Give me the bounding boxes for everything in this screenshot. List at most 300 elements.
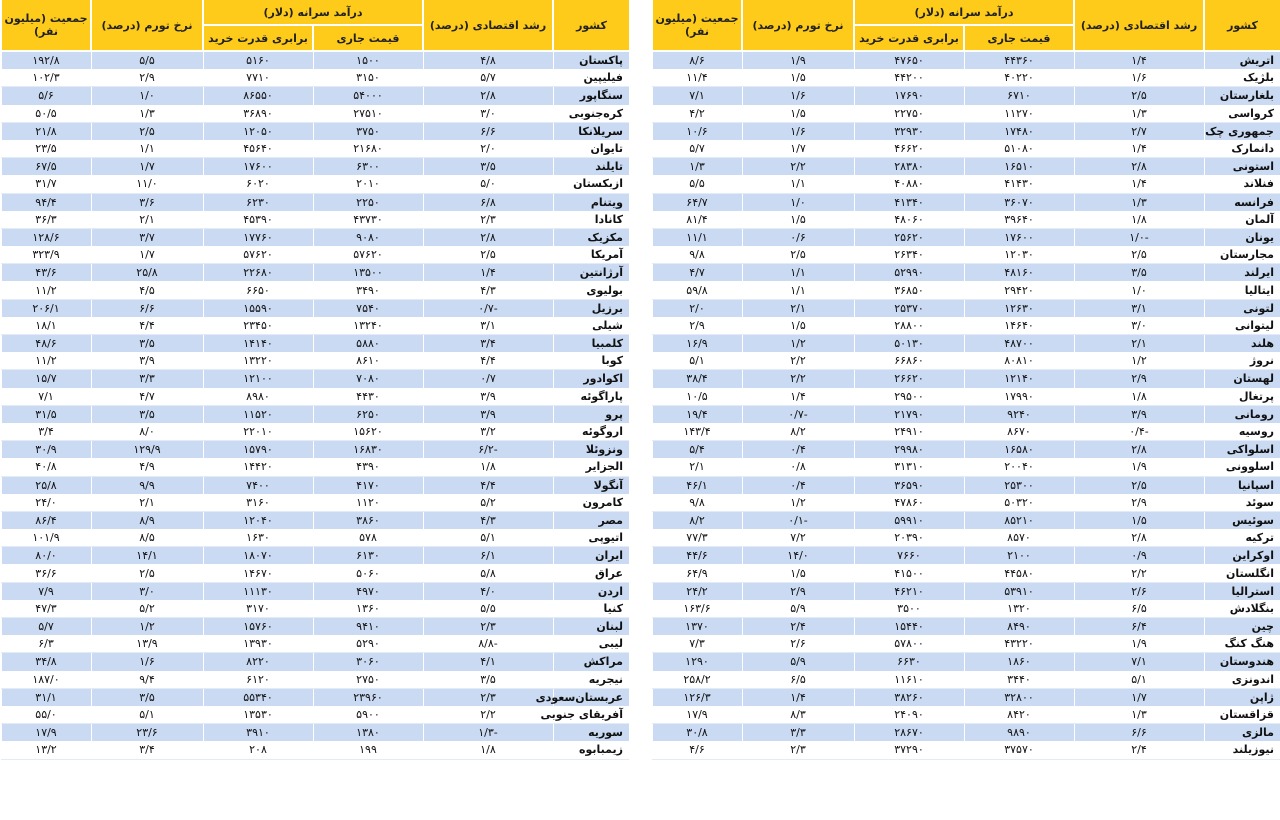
table-row	[652, 476, 1280, 494]
inflation-cell: ۱۳/۹	[91, 635, 203, 653]
growth-cell: ۲/۵	[1074, 87, 1204, 105]
table-row	[652, 635, 1280, 653]
growth-cell: ۳/۰	[1074, 317, 1204, 335]
current-price-cell: ۱۳۶۰	[313, 600, 423, 618]
header-country: کشور	[1204, 0, 1280, 51]
current-price-cell: ۲۰۱۰	[313, 175, 423, 193]
current-price-cell: ۱۲۰۳۰	[964, 246, 1074, 264]
inflation-cell: ۷/۲	[742, 529, 854, 547]
current-price-cell: ۴۸۷۰۰	[964, 335, 1074, 353]
ppp-cell: ۱۴۶۷۰	[203, 564, 313, 582]
growth-cell: ۱/۶	[1074, 69, 1204, 87]
current-price-cell: ۴۴۳۶۰	[964, 51, 1074, 69]
country-cell: اتریش	[1204, 51, 1280, 69]
population-cell: ۹/۸	[652, 494, 742, 512]
country-cell: ازبکستان	[553, 175, 629, 193]
table-row	[1, 158, 629, 176]
growth-cell: ۳/۱	[1074, 299, 1204, 317]
population-cell: ۱۸/۱	[1, 317, 91, 335]
inflation-cell: ۲۵/۸	[91, 264, 203, 282]
current-price-cell: ۲۳۹۶۰	[313, 688, 423, 706]
population-cell: ۸/۶	[652, 51, 742, 69]
population-cell: ۱۷/۹	[652, 706, 742, 724]
current-price-cell: ۵۸۸۰	[313, 335, 423, 353]
table-row	[1, 370, 629, 388]
population-cell: ۲/۱	[652, 458, 742, 476]
population-cell: ۱۰۱/۹	[1, 529, 91, 547]
population-cell: ۹۴/۴	[1, 193, 91, 211]
current-price-cell: ۱۷۹۹۰	[964, 388, 1074, 406]
table-row	[1, 87, 629, 105]
ppp-cell: ۷۷۱۰	[203, 69, 313, 87]
current-price-cell: ۲۱۰۰	[964, 547, 1074, 565]
current-price-cell: ۲۱۶۸۰	[313, 140, 423, 158]
current-price-cell: ۳۷۵۷۰	[964, 741, 1074, 759]
growth-cell: ۱/۲	[1074, 352, 1204, 370]
growth-cell: ۲/۵	[1074, 476, 1204, 494]
population-cell: ۱۳۷۰	[652, 618, 742, 636]
country-cell: مصر	[553, 511, 629, 529]
ppp-cell: ۳۹۱۰	[203, 724, 313, 742]
country-cell: اتیوپی	[553, 529, 629, 547]
current-price-cell: ۵۲۹۰	[313, 635, 423, 653]
ppp-cell: ۵۱۶۰	[203, 51, 313, 69]
country-cell: هندوستان	[1204, 653, 1280, 671]
inflation-cell: ۸/۳	[742, 706, 854, 724]
ppp-cell: ۲۵۳۷۰	[854, 299, 964, 317]
current-price-cell: ۵۰۶۰	[313, 564, 423, 582]
header-population: جمعیت (میلیون نفر)	[652, 0, 742, 51]
population-cell: ۷۷/۳	[652, 529, 742, 547]
country-cell: نیجریه	[553, 671, 629, 689]
inflation-cell: ۱/۹	[742, 51, 854, 69]
country-cell: دانمارک	[1204, 140, 1280, 158]
current-price-cell: ۸۵۷۰	[964, 529, 1074, 547]
table-row	[652, 564, 1280, 582]
header-ppp: برابری قدرت خرید	[203, 25, 313, 51]
table-row	[652, 140, 1280, 158]
inflation-cell: ۰/۸	[742, 458, 854, 476]
current-price-cell: ۴۰۲۲۰	[964, 69, 1074, 87]
inflation-cell: ۵/۲	[91, 600, 203, 618]
growth-cell: ۵/۰	[423, 175, 553, 193]
country-cell: سریلانکا	[553, 122, 629, 140]
inflation-cell: ۲/۶	[742, 635, 854, 653]
current-price-cell: ۳۱۵۰	[313, 69, 423, 87]
table-row	[652, 264, 1280, 282]
inflation-cell: ۰/۶	[742, 228, 854, 246]
inflation-cell: ۰/۴	[742, 476, 854, 494]
current-price-cell: ۱۵۶۲۰	[313, 423, 423, 441]
population-cell: ۱۵/۷	[1, 370, 91, 388]
inflation-cell: ۸/۰	[91, 423, 203, 441]
country-cell: سوریه	[553, 724, 629, 742]
growth-cell: ۳/۵	[1074, 264, 1204, 282]
ppp-cell: ۱۸۰۷۰	[203, 547, 313, 565]
population-cell: ۵/۷	[1, 618, 91, 636]
current-price-cell: ۸۰۸۱۰	[964, 352, 1074, 370]
population-cell: ۵/۴	[652, 441, 742, 459]
population-cell: ۲۱/۸	[1, 122, 91, 140]
population-cell: ۷/۹	[1, 582, 91, 600]
ppp-cell: ۱۱۵۲۰	[203, 405, 313, 423]
table-right	[651, 0, 1280, 760]
growth-cell: ۴/۸	[423, 51, 553, 69]
table-row	[652, 458, 1280, 476]
current-price-cell: ۲۹۴۲۰	[964, 281, 1074, 299]
current-price-cell: ۱۳۲۴۰	[313, 317, 423, 335]
inflation-cell: ۳/۵	[91, 688, 203, 706]
table-row	[1, 299, 629, 317]
current-price-cell: ۱۲۶۳۰	[964, 299, 1074, 317]
ppp-cell: ۲۹۹۸۰	[854, 441, 964, 459]
growth-cell: ۳/۴	[423, 335, 553, 353]
inflation-cell: ۴/۵	[91, 281, 203, 299]
population-cell: ۳۶/۶	[1, 564, 91, 582]
population-cell: ۳۰/۹	[1, 441, 91, 459]
population-cell: ۲۴/۰	[1, 494, 91, 512]
population-cell: ۱/۳	[652, 158, 742, 176]
inflation-cell: ۲/۲	[742, 370, 854, 388]
ppp-cell: ۳۱۷۰	[203, 600, 313, 618]
growth-cell: ۶/۸	[423, 193, 553, 211]
current-price-cell: ۴۳۲۲۰	[964, 635, 1074, 653]
growth-cell: ۴/۳	[423, 511, 553, 529]
inflation-cell: ۲/۲	[742, 158, 854, 176]
growth-cell: ۲/۳	[423, 211, 553, 229]
ppp-cell: ۱۲۰۵۰	[203, 122, 313, 140]
ppp-cell: ۷۴۰۰	[203, 476, 313, 494]
population-cell: ۲۵۸/۲	[652, 671, 742, 689]
ppp-cell: ۴۰۸۸۰	[854, 175, 964, 193]
country-cell: الجزایر	[553, 458, 629, 476]
growth-cell: ۵/۱	[1074, 671, 1204, 689]
ppp-cell: ۱۶۳۰	[203, 529, 313, 547]
table-row	[652, 529, 1280, 547]
current-price-cell: ۷۰۸۰	[313, 370, 423, 388]
current-price-cell: ۳۴۴۰	[964, 671, 1074, 689]
table-row	[652, 441, 1280, 459]
ppp-cell: ۶۰۲۰	[203, 175, 313, 193]
growth-cell: ۶/۴	[1074, 618, 1204, 636]
growth-cell: ۶/۶	[423, 122, 553, 140]
ppp-cell: ۲۶۶۲۰	[854, 370, 964, 388]
inflation-cell: ۱/۵	[742, 69, 854, 87]
country-cell: بولیوی	[553, 281, 629, 299]
population-cell: ۵/۶	[1, 87, 91, 105]
ppp-cell: ۲۴۹۱۰	[854, 423, 964, 441]
growth-cell: ۱/۵	[1074, 511, 1204, 529]
population-cell: ۱۶۳/۶	[652, 600, 742, 618]
country-cell: بلژیک	[1204, 69, 1280, 87]
country-cell: کوبا	[553, 352, 629, 370]
inflation-cell: ۱/۳	[91, 105, 203, 123]
inflation-cell: ۱۲۹/۹	[91, 441, 203, 459]
country-cell: رومانی	[1204, 405, 1280, 423]
country-cell: فرانسه	[1204, 193, 1280, 211]
ppp-cell: ۷۶۶۰	[854, 547, 964, 565]
country-cell: لیبی	[553, 635, 629, 653]
inflation-cell: ۲/۵	[742, 246, 854, 264]
growth-cell: ۲/۱	[1074, 335, 1204, 353]
population-cell: ۲/۹	[652, 317, 742, 335]
country-cell: مکزیک	[553, 228, 629, 246]
current-price-cell: ۵۴۰۰۰	[313, 87, 423, 105]
growth-cell: ۷/۱	[1074, 653, 1204, 671]
table-row	[652, 211, 1280, 229]
population-cell: ۱۰۲/۳	[1, 69, 91, 87]
inflation-cell: ۳/۰	[91, 582, 203, 600]
population-cell: ۳۸/۴	[652, 370, 742, 388]
growth-cell: ۲/۸	[423, 228, 553, 246]
ppp-cell: ۳۲۹۳۰	[854, 122, 964, 140]
country-cell: لیتوانی	[1204, 317, 1280, 335]
ppp-cell: ۱۷۷۶۰	[203, 228, 313, 246]
growth-cell: ۴/۳	[423, 281, 553, 299]
ppp-cell: ۱۵۵۹۰	[203, 299, 313, 317]
current-price-cell: ۱۲۱۴۰	[964, 370, 1074, 388]
growth-cell: ۱/۴	[1074, 51, 1204, 69]
table-row	[652, 370, 1280, 388]
country-cell: زیمبابوه	[553, 741, 629, 759]
country-cell: پاکستان	[553, 51, 629, 69]
population-cell: ۲۰۶/۱	[1, 299, 91, 317]
ppp-cell: ۳۶۸۵۰	[854, 281, 964, 299]
ppp-cell: ۳۶۵۹۰	[854, 476, 964, 494]
table-row	[652, 494, 1280, 512]
table-row	[1, 724, 629, 742]
population-cell: ۳۱/۱	[1, 688, 91, 706]
ppp-cell: ۳۱۶۰	[203, 494, 313, 512]
current-price-cell: ۴۱۷۰	[313, 476, 423, 494]
ppp-cell: ۲۰۸	[203, 741, 313, 759]
current-price-cell: ۵۷۸	[313, 529, 423, 547]
country-cell: ژاپن	[1204, 688, 1280, 706]
growth-cell: ۴/۰	[423, 582, 553, 600]
current-price-cell: ۱۹۹	[313, 741, 423, 759]
table-row	[1, 281, 629, 299]
population-cell: ۴۰/۸	[1, 458, 91, 476]
country-cell: برزیل	[553, 299, 629, 317]
country-cell: اردن	[553, 582, 629, 600]
growth-cell: ۱/۴	[423, 264, 553, 282]
ppp-cell: ۸۹۸۰	[203, 388, 313, 406]
inflation-cell: ۲/۹	[91, 69, 203, 87]
inflation-cell: ۲/۹	[742, 582, 854, 600]
header-growth: رشد اقتصادی (درصد)	[423, 0, 553, 51]
table-row	[1, 69, 629, 87]
table-row	[652, 122, 1280, 140]
country-cell: ویتنام	[553, 193, 629, 211]
country-cell: ایران	[553, 547, 629, 565]
table-row	[1, 423, 629, 441]
inflation-cell: ۶/۶	[91, 299, 203, 317]
inflation-cell: ۹/۹	[91, 476, 203, 494]
growth-cell: -۱/۳	[423, 724, 553, 742]
growth-cell: ۵/۷	[423, 69, 553, 87]
table-row	[1, 564, 629, 582]
current-price-cell: ۳۰۶۰	[313, 653, 423, 671]
ppp-cell: ۱۲۰۴۰	[203, 511, 313, 529]
ppp-cell: ۲۵۶۲۰	[854, 228, 964, 246]
population-cell: ۲۳/۵	[1, 140, 91, 158]
growth-cell: ۴/۱	[423, 653, 553, 671]
inflation-cell: ۵/۹	[742, 600, 854, 618]
inflation-cell: ۱/۶	[742, 122, 854, 140]
current-price-cell: ۱۶۵۱۰	[964, 158, 1074, 176]
ppp-cell: ۶۶۳۰	[854, 653, 964, 671]
population-cell: ۵۰/۵	[1, 105, 91, 123]
country-cell: هنگ کنگ	[1204, 635, 1280, 653]
ppp-cell: ۲۹۵۰۰	[854, 388, 964, 406]
growth-cell: ۳/۱	[423, 317, 553, 335]
country-cell: استرالیا	[1204, 582, 1280, 600]
country-cell: آمریکا	[553, 246, 629, 264]
inflation-cell: ۲/۲	[742, 352, 854, 370]
table-row	[1, 175, 629, 193]
table-row	[1, 405, 629, 423]
growth-cell: ۵/۸	[423, 564, 553, 582]
growth-cell: -۸/۸	[423, 635, 553, 653]
ppp-cell: ۲۲۰۱۰	[203, 423, 313, 441]
country-cell: اسلوونی	[1204, 458, 1280, 476]
inflation-cell: ۲/۱	[742, 299, 854, 317]
country-cell: کامرون	[553, 494, 629, 512]
current-price-cell: ۲۵۳۰۰	[964, 476, 1074, 494]
current-price-cell: ۸۵۲۱۰	[964, 511, 1074, 529]
ppp-cell: ۳۵۰۰	[854, 600, 964, 618]
ppp-cell: ۵۵۳۴۰	[203, 688, 313, 706]
current-price-cell: ۱۳۲۰	[964, 600, 1074, 618]
inflation-cell: ۲/۱	[91, 494, 203, 512]
current-price-cell: ۱۶۸۳۰	[313, 441, 423, 459]
table-row	[652, 547, 1280, 565]
inflation-cell: ۱/۲	[742, 494, 854, 512]
current-price-cell: ۱۱۲۰	[313, 494, 423, 512]
growth-cell: ۶/۵	[1074, 600, 1204, 618]
population-cell: ۹/۸	[652, 246, 742, 264]
current-price-cell: ۱۶۵۸۰	[964, 441, 1074, 459]
ppp-cell: ۱۳۹۳۰	[203, 635, 313, 653]
country-cell: استونی	[1204, 158, 1280, 176]
country-cell: اندونزی	[1204, 671, 1280, 689]
ppp-cell: ۱۴۱۴۰	[203, 335, 313, 353]
ppp-cell: ۱۱۱۳۰	[203, 582, 313, 600]
ppp-cell: ۴۵۶۴۰	[203, 140, 313, 158]
table-row	[652, 582, 1280, 600]
country-cell: عربستان‌سعودی	[553, 688, 629, 706]
population-cell: ۱۸۷/۰	[1, 671, 91, 689]
current-price-cell: ۷۵۴۰	[313, 299, 423, 317]
country-cell: سوئد	[1204, 494, 1280, 512]
growth-cell: ۴/۴	[423, 352, 553, 370]
population-cell: ۸۰/۰	[1, 547, 91, 565]
inflation-cell: ۱/۴	[742, 388, 854, 406]
country-cell: سوئیس	[1204, 511, 1280, 529]
country-cell: لهستان	[1204, 370, 1280, 388]
country-cell: ونزوئلا	[553, 441, 629, 459]
inflation-cell: ۱/۵	[742, 105, 854, 123]
table-row	[652, 423, 1280, 441]
current-price-cell: ۴۴۵۸۰	[964, 564, 1074, 582]
population-cell: ۸۱/۴	[652, 211, 742, 229]
ppp-cell: ۴۴۲۰۰	[854, 69, 964, 87]
ppp-cell: ۴۱۵۰۰	[854, 564, 964, 582]
growth-cell: ۱/۸	[423, 741, 553, 759]
country-cell: اکوادور	[553, 370, 629, 388]
country-cell: اوکراین	[1204, 547, 1280, 565]
current-price-cell: ۲۷۵۰	[313, 671, 423, 689]
table-row	[652, 352, 1280, 370]
ppp-cell: ۴۷۸۶۰	[854, 494, 964, 512]
inflation-cell: ۸/۹	[91, 511, 203, 529]
inflation-cell: ۳/۷	[91, 228, 203, 246]
growth-cell: ۳/۵	[423, 671, 553, 689]
current-price-cell: ۹۲۴۰	[964, 405, 1074, 423]
table-row	[652, 69, 1280, 87]
inflation-cell: ۱/۶	[91, 653, 203, 671]
population-cell: ۱۲۸/۶	[1, 228, 91, 246]
ppp-cell: ۱۲۱۰۰	[203, 370, 313, 388]
inflation-cell: ۱/۲	[742, 335, 854, 353]
current-price-cell: ۴۳۷۳۰	[313, 211, 423, 229]
ppp-cell: ۳۸۲۶۰	[854, 688, 964, 706]
inflation-cell: ۱/۵	[742, 317, 854, 335]
country-cell: جمهوری چک	[1204, 122, 1280, 140]
current-price-cell: ۳۸۶۰	[313, 511, 423, 529]
table-row	[652, 653, 1280, 671]
inflation-cell: ۶/۵	[742, 671, 854, 689]
table-row	[1, 105, 629, 123]
country-cell: کره‌جنوبی	[553, 105, 629, 123]
growth-cell: ۲/۸	[1074, 158, 1204, 176]
growth-cell: ۱/۴	[1074, 175, 1204, 193]
country-cell: ترکیه	[1204, 529, 1280, 547]
table-left	[0, 0, 629, 760]
ppp-cell: ۴۶۶۲۰	[854, 140, 964, 158]
growth-cell: ۱/۴	[1074, 140, 1204, 158]
table-row	[1, 653, 629, 671]
growth-cell: -۶/۲	[423, 441, 553, 459]
ppp-cell: ۳۷۲۹۰	[854, 741, 964, 759]
table-row	[1, 494, 629, 512]
table-row	[652, 246, 1280, 264]
growth-cell: ۱/۹	[1074, 635, 1204, 653]
population-cell: ۵/۵	[652, 175, 742, 193]
ppp-cell: ۴۱۳۴۰	[854, 193, 964, 211]
table-row	[1, 706, 629, 724]
column-gap	[628, 0, 652, 820]
table-row	[652, 51, 1280, 69]
inflation-cell: ۱/۷	[742, 140, 854, 158]
current-price-cell: ۳۷۵۰	[313, 122, 423, 140]
country-cell: بنگلادش	[1204, 600, 1280, 618]
table-row	[1, 547, 629, 565]
ppp-cell: ۶۱۲۰	[203, 671, 313, 689]
inflation-cell: ۱/۱	[91, 140, 203, 158]
current-price-cell: ۱۷۴۸۰	[964, 122, 1074, 140]
population-cell: ۳۰/۸	[652, 724, 742, 742]
inflation-cell: ۱/۷	[91, 158, 203, 176]
ppp-cell: ۸۲۲۰	[203, 653, 313, 671]
country-cell: بلغارستان	[1204, 87, 1280, 105]
current-price-cell: ۵۹۰۰	[313, 706, 423, 724]
population-cell: ۷/۳	[652, 635, 742, 653]
inflation-cell: ۸/۵	[91, 529, 203, 547]
country-cell: ایتالیا	[1204, 281, 1280, 299]
inflation-cell: ۱۴/۱	[91, 547, 203, 565]
growth-cell: ۵/۱	[423, 529, 553, 547]
